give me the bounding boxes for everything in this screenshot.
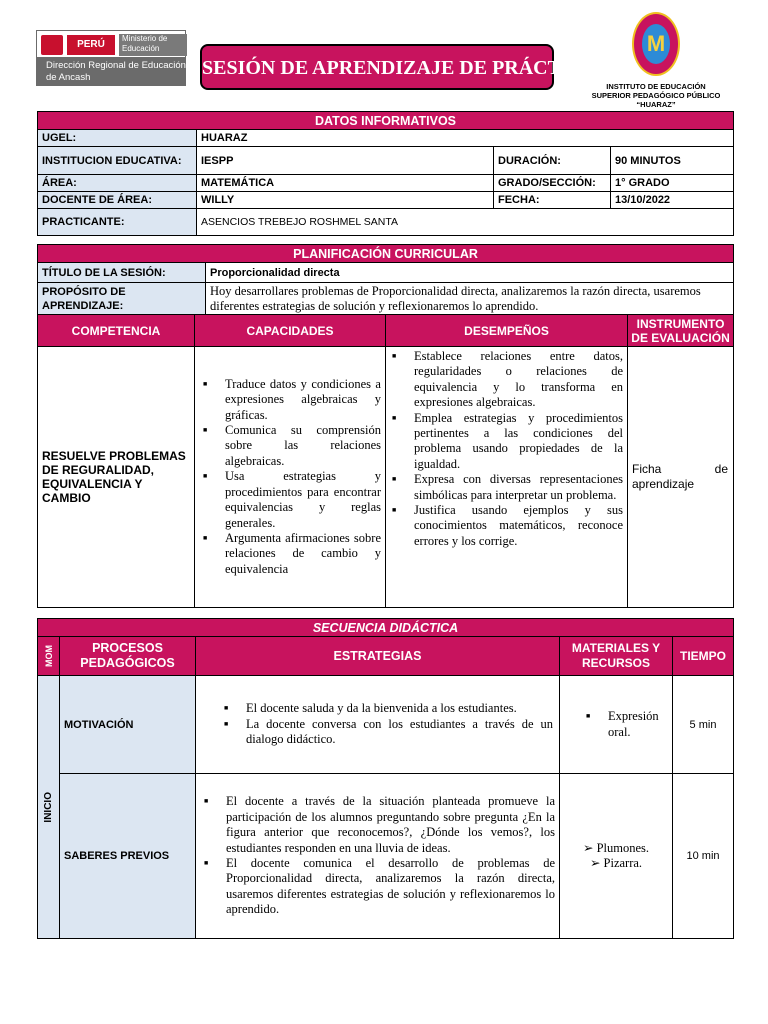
estrategias-motivacion — [196, 676, 560, 774]
col-mom — [38, 637, 60, 676]
minedu-logo — [36, 30, 186, 86]
ugel-value: HUARAZ — [197, 130, 734, 147]
institute-name — [588, 82, 724, 109]
institute-line-3: “HUARAZ” — [636, 100, 676, 109]
estrategias-saberes — [196, 774, 560, 939]
tiempo-saberes: 10 min — [673, 774, 734, 939]
list-item: ■ Expresión oral. — [584, 709, 668, 740]
col-instrumento: INSTRUMENTO DE EVALUACIÓN — [628, 315, 734, 347]
planificacion-heading: PLANIFICACIÓN CURRICULAR — [38, 245, 734, 263]
list-item: ■ El docente comunica el desarrollo de problemas de Proporcionalidad directa, analizaremos la razón directa, usaremos diferentes estrategias de solución y reflexionaremos lo aprendido. — [202, 856, 555, 918]
materiales-motivacion — [560, 676, 673, 774]
col-procesos: PROCESOS PEDAGÓGICOS — [60, 637, 196, 676]
proceso-motivacion: MOTIVACIÓN — [60, 676, 196, 774]
col-estrategias: ESTRATEGIAS — [196, 637, 560, 676]
planificacion-table — [37, 244, 734, 608]
capacidades-cell — [195, 347, 386, 608]
practicante-label: PRACTICANTE: — [38, 209, 197, 236]
estrategias-list-1 — [202, 794, 555, 917]
tiempo-motivacion: 5 min — [673, 676, 734, 774]
peru-label: PERÚ — [67, 35, 115, 55]
minedu-logo-top — [36, 30, 186, 58]
fecha-value: 13/10/2022 — [611, 192, 734, 209]
instrumento-value: Ficha de aprendizaje — [632, 462, 728, 491]
proposito-label: PROPÓSITO DE APRENDIZAJE: — [38, 283, 206, 315]
list-item: ➢ Pizarra. — [589, 856, 643, 870]
col-competencia: COMPETENCIA — [38, 315, 195, 347]
col-tiempo: TIEMPO — [673, 637, 734, 676]
list-item: ■ El docente a través de la situación planteada promueve la participación de los alumnos preguntando sobre pregunta ¿En la figura anterior que reconocemos?, ¿Dónde los vemos?, los estudiantes responden en una lluvia de ideas. — [202, 794, 555, 856]
competencia-value: RESUELVE PROBLEMAS DE REGURALIDAD, EQUIVALENCIA Y CAMBIO — [38, 347, 195, 608]
list-item: ■ Establece relaciones entre datos, regularidades o relaciones de equivalencia y lo transforma en expresiones algebraicas. — [390, 349, 623, 411]
moment-label: INICIO — [43, 791, 54, 823]
titulo-label: TÍTULO DE LA SESIÓN: — [38, 263, 206, 283]
desempenos-cell — [386, 347, 628, 608]
docente-value: WILLY — [197, 192, 494, 209]
grado-label: GRADO/SECCIÓN: — [494, 175, 611, 192]
list-item: ■ Emplea estrategias y procedimientos pertinentes a las condiciones del problema usando propiedades de la igualdad. — [390, 411, 623, 473]
institute-seal-icon: M — [632, 12, 680, 76]
peru-shield-icon — [41, 35, 63, 55]
grado-value: 1° GRADO — [611, 175, 734, 192]
secuencia-heading: SECUENCIA DIDÁCTICA — [38, 619, 734, 637]
col-materiales: MATERIALES Y RECURSOS — [560, 637, 673, 676]
duracion-value: 90 MINUTOS — [611, 147, 734, 175]
titulo-value: Proporcionalidad directa — [206, 263, 734, 283]
instrumento-cell — [628, 347, 734, 608]
estrategias-list-0 — [222, 701, 553, 747]
col-mom-label: MOM — [43, 645, 54, 667]
col-capacidades: CAPACIDADES — [195, 315, 386, 347]
list-item: ■ La docente conversa con los estudiantes a través de un dialogo didáctico. — [222, 717, 553, 748]
col-desempenos: DESEMPEÑOS — [386, 315, 628, 347]
page-title: SESIÓN DE APRENDIZAJE DE PRÁCTICA N° — [200, 44, 554, 90]
desempenos-list — [390, 349, 623, 549]
proposito-value: Hoy desarrollares problemas de Proporcionalidad directa, analizaremos la razón directa, usaremos diferentes estrategias de solución y reflexionaremos lo aprendido. — [206, 283, 734, 315]
capacidades-list — [201, 377, 381, 577]
ministry-name: Ministerio de Educación — [119, 34, 187, 56]
practicante-name: ASENCIOS TREBEJO ROSHMEL SANTA — [201, 216, 399, 228]
list-item: ■ Comunica su comprensión sobre las relaciones algebraicas. — [201, 423, 381, 469]
materiales-saberes — [560, 774, 673, 939]
list-item: ■ Justifica usando ejemplos y sus conocimientos matemáticos, reconoce errores y los corrige. — [390, 503, 623, 549]
table-row — [38, 676, 734, 774]
area-label: ÁREA: — [38, 175, 197, 192]
list-item: ■ Expresa con diversas representaciones simbólicas para interpretar un problema. — [390, 472, 623, 503]
institucion-label: INSTITUCION EDUCATIVA: — [38, 147, 197, 175]
list-item: ■ Argumenta afirmaciones sobre relaciones de cambio y equivalencia — [201, 531, 381, 577]
duracion-label: DURACIÓN: — [494, 147, 611, 175]
materiales-list-0 — [584, 709, 668, 740]
datos-informativos-table — [37, 111, 734, 236]
list-item: ■ Traduce datos y condiciones a expresiones algebraicas y gráficas. — [201, 377, 381, 423]
proceso-saberes: SABERES PREVIOS — [60, 774, 196, 939]
moment-cell — [38, 676, 60, 939]
institute-line-2: SUPERIOR PEDAGÓGICO PÚBLICO — [591, 91, 721, 100]
practicante-value — [197, 209, 734, 236]
docente-label: DOCENTE DE ÁREA: — [38, 192, 197, 209]
area-value: MATEMÁTICA — [197, 175, 494, 192]
datos-heading: DATOS INFORMATIVOS — [38, 112, 734, 130]
table-row — [38, 774, 734, 939]
institucion-value: IESPP — [197, 147, 494, 175]
list-item: ■ Usa estrategias y procedimientos para encontrar equivalencias y reglas generales. — [201, 469, 381, 531]
list-item: ➢ Plumones. — [582, 841, 650, 855]
materiales-list-1 — [564, 841, 668, 871]
fecha-label: FECHA: — [494, 192, 611, 209]
regional-direction: Dirección Regional de Educación de Ancash — [46, 60, 186, 83]
list-item: ■ El docente saluda y da la bienvenida a los estudiantes. — [222, 701, 553, 716]
ugel-label: UGEL: — [38, 130, 197, 147]
secuencia-table — [37, 618, 734, 939]
institute-line-1: INSTITUTO DE EDUCACIÓN — [606, 82, 706, 91]
